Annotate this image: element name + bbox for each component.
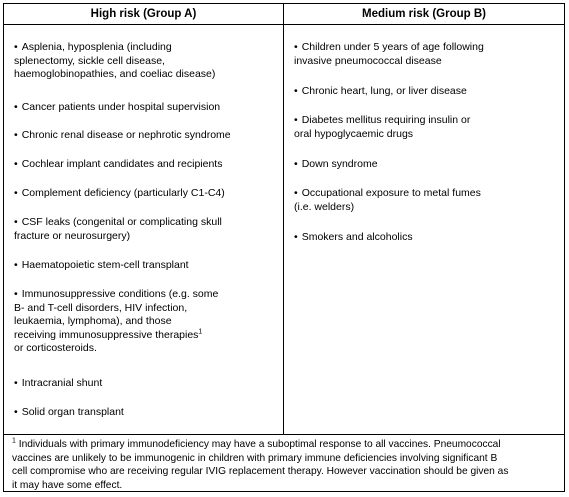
item-text: Children under 5 years of age following — [301, 41, 484, 53]
bullet-icon: • — [14, 41, 18, 53]
group-a-column — [4, 25, 284, 434]
item-text: leukaemia, lymphoma), and those — [14, 315, 172, 327]
list-item — [294, 114, 558, 141]
footnote-text: vaccines are unlikely to be immunogenic in children with primary immune deficiencies involving significant B — [12, 452, 498, 464]
item-text: Asplenia, hyposplenia (including — [21, 41, 172, 53]
list-item — [14, 406, 277, 420]
list-item — [294, 158, 558, 172]
bullet-icon: • — [14, 216, 18, 228]
list-item — [14, 41, 277, 82]
item-text: Haematopoietic stem-cell transplant — [21, 259, 189, 271]
group-b-column — [284, 25, 564, 434]
risk-group-table — [3, 3, 565, 492]
list-item — [14, 288, 277, 356]
list-item — [294, 187, 558, 214]
item-text: (i.e. welders) — [294, 200, 355, 213]
table-header-row — [4, 4, 564, 25]
item-text: Cochlear implant candidates and recipients — [21, 158, 223, 170]
item-text: Smokers and alcoholics — [301, 231, 413, 243]
item-text: Solid organ transplant — [21, 406, 124, 418]
item-text: Occupational exposure to metal fumes — [301, 187, 481, 199]
footnote — [4, 434, 564, 491]
item-text: invasive pneumococcal disease — [294, 54, 442, 67]
bullet-icon: • — [294, 41, 298, 53]
list-item — [14, 158, 277, 172]
bullet-icon: • — [14, 288, 18, 300]
bullet-icon: • — [294, 231, 298, 243]
bullet-icon: • — [14, 129, 18, 141]
item-text: Down syndrome — [301, 158, 378, 170]
bullet-icon: • — [294, 114, 298, 126]
item-text: CSF leaks (congenital or complicating skull — [21, 216, 222, 228]
list-item — [14, 216, 277, 243]
list-item — [14, 187, 277, 201]
item-text: B- and T-cell disorders, HIV infection, — [14, 301, 188, 314]
list-item — [294, 41, 558, 68]
bullet-icon: • — [14, 158, 18, 170]
item-text: Diabetes mellitus requiring insulin or — [301, 114, 471, 126]
header-group-a: High risk (Group A) — [4, 4, 284, 24]
bullet-icon: • — [14, 187, 18, 199]
bullet-icon: • — [294, 158, 298, 170]
item-text: oral hypoglycaemic drugs — [294, 127, 414, 140]
item-text: Chronic renal disease or nephrotic syndrome — [21, 129, 231, 141]
list-item — [14, 377, 277, 391]
footnote-text: it may have some effect. — [12, 479, 123, 491]
item-text: splenectomy, sickle cell disease, — [14, 54, 165, 67]
footnote-text: Individuals with primary immunodeficiency may have a suboptimal response to all vaccines. Pneumococcal — [15, 439, 501, 450]
item-text: receiving immunosuppressive therapies — [14, 328, 199, 341]
bullet-icon: • — [14, 377, 18, 389]
bullet-icon: • — [14, 101, 18, 113]
bullet-icon: • — [14, 406, 18, 418]
item-text: fracture or neurosurgery) — [14, 229, 131, 242]
item-text: Complement deficiency (particularly C1-C4) — [21, 187, 225, 199]
list-item — [14, 129, 277, 143]
bullet-icon: • — [14, 259, 18, 271]
item-text: haemoglobinopathies, and coeliac disease) — [14, 68, 216, 80]
bullet-icon: • — [294, 85, 298, 97]
bullet-icon: • — [294, 187, 298, 199]
item-text: Immunosuppressive conditions (e.g. some — [21, 288, 219, 300]
list-item — [294, 85, 558, 99]
item-text: Intracranial shunt — [21, 377, 103, 389]
list-item — [294, 231, 558, 245]
list-item — [14, 101, 277, 115]
item-text: Chronic heart, lung, or liver disease — [301, 85, 467, 97]
item-text: or corticosteroids. — [14, 342, 97, 354]
list-item — [14, 259, 277, 273]
header-group-b: Medium risk (Group B) — [362, 8, 486, 20]
footnote-marker: 1 — [12, 437, 16, 445]
footnote-text: cell compromise who are receiving regular IVIG replacement therapy. However vaccination should be given as — [12, 466, 509, 477]
item-text: Cancer patients under hospital supervision — [21, 101, 221, 113]
footnote-marker: 1 — [198, 328, 203, 335]
